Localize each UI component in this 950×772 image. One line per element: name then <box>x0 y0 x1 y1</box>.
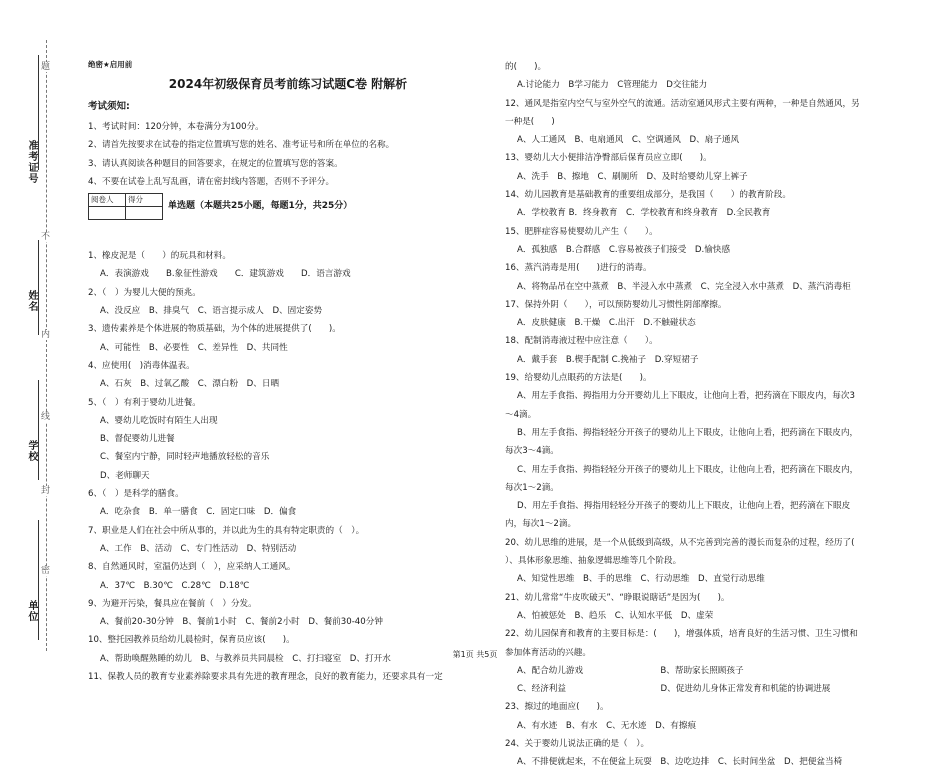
school-field[interactable] <box>38 380 39 480</box>
unit-label: 单位 <box>26 600 37 622</box>
score-section <box>88 191 488 221</box>
answer-option-line: A、没反应 B、排臭气 C、语言提示成人 D、固定姿势 <box>100 306 323 317</box>
ticket-number-label: 准考证号 <box>26 140 37 184</box>
answer-option-line: C、经济利益 D、促进幼儿身体正常发育和机能的协调进展 <box>517 684 831 695</box>
question-line: 19、给婴幼儿点眼药的方法是( )。 <box>505 373 652 384</box>
seal-char: 内 <box>41 330 51 340</box>
question-line: 5、（ ）有利于婴幼儿进餐。 <box>88 397 201 408</box>
seal-char: 不 <box>41 232 51 242</box>
question-line: 20、幼儿思维的进展，是一个从低级到高级，从不完善到完善的漫长而复杂的过程，经历了( <box>505 537 855 548</box>
question-line: 的( )。 <box>505 62 547 72</box>
answer-option-line: A．吃杂食 B．单一膳食 C．固定口味 D．偏食 <box>100 507 297 518</box>
question-line: 18、配制消毒液过程中应注意（ ）。 <box>505 336 658 347</box>
reviewer-cell[interactable] <box>89 207 126 220</box>
answer-option-line: A．学校教育 B．终身教育 C．学校教育和终身教育 D.全民教育 <box>517 208 771 219</box>
answer-option-line: A、配合幼儿游戏 B、帮助家长照顾孩子 <box>517 665 744 676</box>
question-line: 22、幼儿园保育和教育的主要目标是：( )，增强体质，培育良好的生活习惯、卫生习惯和 <box>505 629 858 640</box>
answer-option-line: A．皮肤健康 B.干燥 C.出汗 D.不触碰状态 <box>517 318 696 329</box>
seal-char: 线 <box>41 412 51 422</box>
spacer <box>88 221 488 247</box>
question-line: 8、自然通风时，室温仍达到（ ），应采纳人工通风。 <box>88 562 296 573</box>
seal-char: 密 <box>41 566 51 576</box>
question-line: ～4滴。 <box>505 409 537 420</box>
answer-option-line: A．表演游戏 B.象征性游戏 C．建筑游戏 D．语言游戏 <box>100 269 351 280</box>
question-line: 一种是( ) <box>505 116 555 127</box>
name-field[interactable] <box>38 240 39 335</box>
question-line: 10、整托园教养员给幼儿晨检时，保育员应该( )。 <box>88 635 295 646</box>
answer-option-line: B、用左手食指、拇指轻轻分开孩子的婴幼儿上下眼皮，让他向上看，把药滴在下眼皮内， <box>517 427 859 438</box>
question-line: 参加体育活动的兴趣。 <box>505 647 591 658</box>
answer-option-line: A、用左手食指、拇指用力分开婴幼儿上下眼皮，让他向上看，把药滴在下眼皮内，每次3 <box>517 391 855 402</box>
notice-item: 3、请认真阅读各种题目的回答要求，在规定的位置填写您的答案。 <box>88 158 343 169</box>
question-line: 21、幼儿常常“牛皮吹破天”、“睁眼说瞎话”是因为( )。 <box>505 592 730 603</box>
unit-field[interactable] <box>38 520 39 640</box>
question-line: 23、擦过的地面应( )。 <box>505 702 609 713</box>
question-line: 14、幼儿园教育是基础教育的重要组成部分，是我国（ ）的教育阶段。 <box>505 190 791 201</box>
ticket-number-field[interactable] <box>38 55 39 170</box>
left-questions <box>88 247 488 686</box>
answer-option-line: A．戴手套 B.楔手配制 C.挽袖子 D.穿短裙子 <box>517 354 699 365</box>
exam-title: 2024年初级保育员考前练习试题C卷 附解析 <box>168 77 408 91</box>
question-line: 17、保持外阴（ ），可以预防婴幼儿习惯性阴部摩擦。 <box>505 299 727 310</box>
answer-option-line: A．37℃ B.30℃ C.28℃ D.18℃ <box>100 580 250 591</box>
answer-option-line: A、人工通风 B、电扇通风 C、空调通风 D、扇子通风 <box>517 135 740 146</box>
reviewer-header: 阅卷人 <box>89 194 126 207</box>
question-line: 1、橡皮泥是（ ）的玩具和材料。 <box>88 251 231 262</box>
question-line: 内，每次1～2滴。 <box>505 519 577 530</box>
question-line: 24、关于婴幼儿说法正确的是（ ）。 <box>505 738 650 749</box>
notice-item: 4、不要在试卷上乱写乱画，请在密封线内答题，否则不予评分。 <box>88 176 335 187</box>
answer-option-line: A、有水迹 B、有水 C、无水迹 D、有擦痕 <box>517 720 697 731</box>
answer-option-line: A、不排便就起来，不在便盆上玩耍 B、边吃边排 C、长时间坐盆 D、把便盆当椅 <box>517 757 843 768</box>
answer-option-line: A．孤独感 B.合群感 C.容易被孩子们接受 D.愉快感 <box>517 244 731 255</box>
score-header: 得分 <box>126 194 163 207</box>
answer-option-line: A、洗手 B、擦地 C、刷厕所 D、及时给婴幼儿穿上裤子 <box>517 171 748 182</box>
right-column <box>505 58 925 772</box>
answer-option-line: C、用左手食指、拇指轻轻分开孩子的婴幼儿上下眼皮，让他向上看，把药滴在下眼皮内， <box>517 464 859 475</box>
answer-option-line: A、餐前20-30分钟 B、餐前1小时 C、餐前2小时 D、餐前30-40分钟 <box>100 617 383 628</box>
school-label: 学校 <box>26 440 37 462</box>
question-line: ）、具体形象思维、抽象逻辑思维等几个阶段。 <box>505 556 682 567</box>
score-cell[interactable] <box>126 207 163 220</box>
question-line: 3、遗传素养是个体进展的物质基础，为个体的进展提供了( )。 <box>88 324 341 335</box>
answer-option-line: A、可能性 B、必要性 C、差异性 D、共同性 <box>100 342 288 353</box>
question-line: 6、（ ）是科学的膳食。 <box>88 489 184 500</box>
answer-option-line: C、餐室内宁静，同时轻声地播放轻松的音乐 <box>100 452 270 463</box>
answer-option-line: A、知觉性思维 B、手的思维 C、行动思维 D、直觉行动思维 <box>517 574 765 585</box>
question-line: 13、婴幼儿大小便排洁净臀部后保育员应立即( )。 <box>505 153 712 164</box>
question-line: 15、肥胖症容易使婴幼儿产生（ ）。 <box>505 226 658 237</box>
question-line: 4、应使用( )消毒体温表。 <box>88 360 195 371</box>
name-label: 姓名 <box>26 290 37 312</box>
seal-char: 封 <box>41 486 51 496</box>
answer-option-line: A、帮助唤醒熟睡的幼儿 B、与教养员共同晨检 C、打扫寝室 D、打开水 <box>100 653 391 664</box>
question-line: 9、为避开污染，餐具应在餐前（ ）分发。 <box>88 598 257 609</box>
answer-option-line: A.讨论能力 B学习能力 C管理能力 D交往能力 <box>517 80 708 91</box>
answer-option-line: A、工作 B、活动 C、专门性活动 D、特别活动 <box>100 543 297 554</box>
answer-option-line: A、将物品吊在空中蒸煮 B、半浸入水中蒸煮 C、完全浸入水中蒸煮 D、蒸汽消毒柜 <box>517 281 851 292</box>
answer-option-line: D、用左手食指、拇指用轻轻分开孩子的婴幼儿上下眼皮，让他向上看，把药滴在下眼皮 <box>517 501 851 512</box>
answer-option-line: D、老师聊天 <box>100 470 150 481</box>
seal-char: 题 <box>41 62 51 72</box>
binding-strip <box>0 0 70 671</box>
answer-option-line: B、督促婴幼儿进餐 <box>100 434 175 445</box>
question-line: 12、通风是指室内空气与室外空气的流通。活动室通风形式主要有两种，一种是自然通风，另 <box>505 98 860 109</box>
question-line: 11、保教人员的教育专业素养除要求具有先进的教育理念，良好的教育能力，还要求具有一定 <box>88 672 443 683</box>
notice-item: 1、考试时间：120分钟，本卷满分为100分。 <box>88 122 264 132</box>
notice-heading: 考试须知: <box>88 101 130 112</box>
answer-option-line: A、石灰 B、过氧乙酸 C、漂白粉 D、日晒 <box>100 379 280 390</box>
question-line: 16、蒸汽消毒是用( )进行的消毒。 <box>505 263 652 274</box>
secret-mark: 绝密★启用前 <box>88 60 133 69</box>
question-line: 2、（ ）为婴儿大便的预兆。 <box>88 287 201 298</box>
answer-option-line: A、婴幼儿吃饭时有陌生人出现 <box>100 415 218 426</box>
notice-item: 2、请首先按要求在试卷的指定位置填写您的姓名、准考证号和所在单位的名称。 <box>88 140 395 151</box>
binding-cut-line <box>46 40 47 651</box>
page-footer: 第1页 共5页 <box>452 650 498 659</box>
left-column <box>88 58 488 686</box>
question-line: 7、职业是人们在社会中所从事的，并以此为生的具有特定职责的（ ）。 <box>88 525 365 536</box>
right-questions <box>505 58 925 772</box>
section-title: 单选题（本题共25小题，每题1分，共25分） <box>168 201 353 212</box>
score-table <box>88 193 163 220</box>
question-line: 每次1～2滴。 <box>505 482 559 493</box>
question-line: 每次3～4滴。 <box>505 446 559 457</box>
answer-option-line: A、怕被惩处 B、趋乐 C、认知水平低 D、虚荣 <box>517 610 714 621</box>
